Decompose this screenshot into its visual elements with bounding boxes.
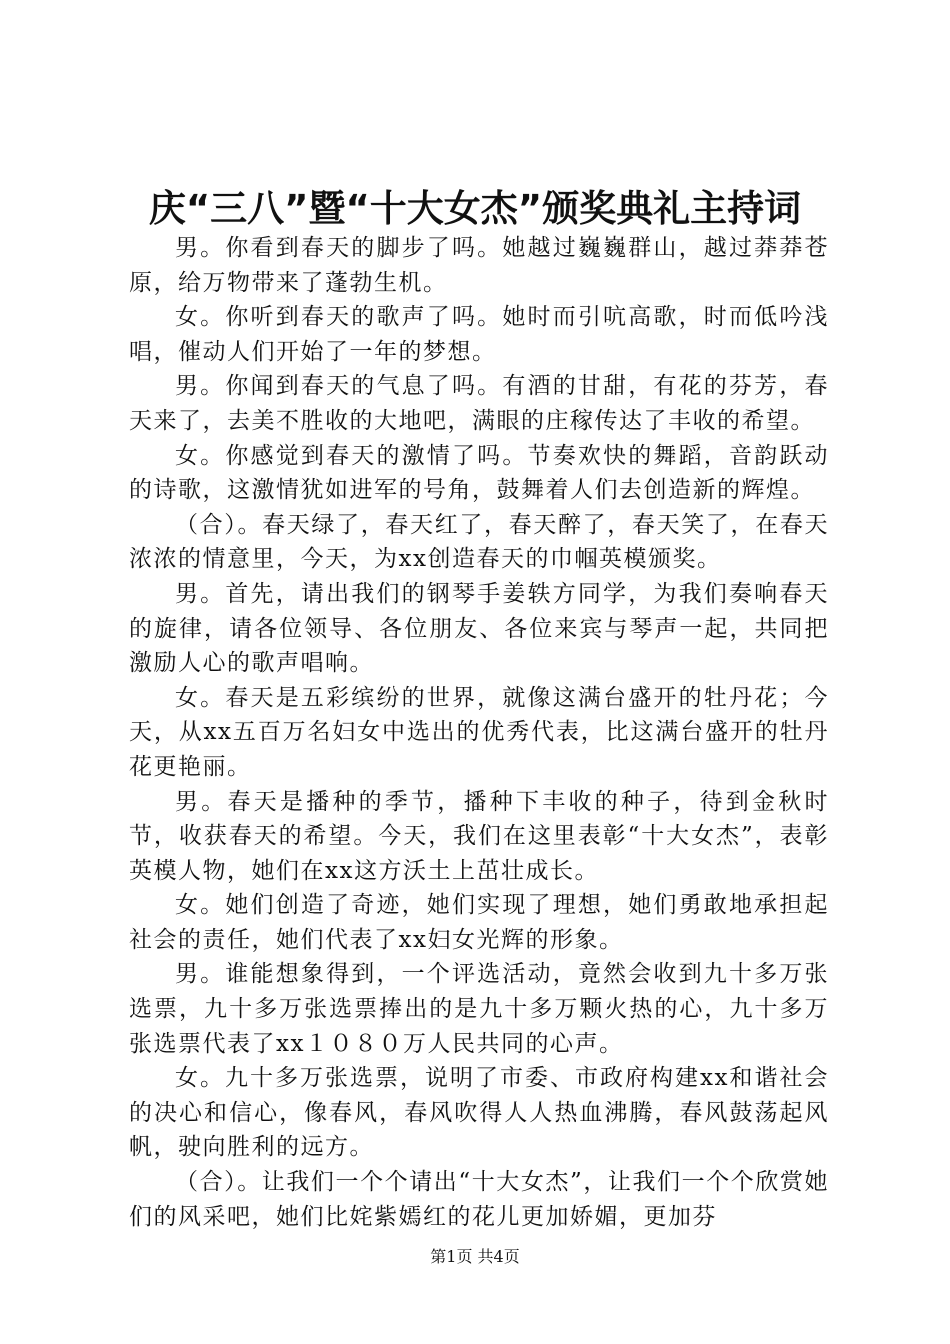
- paragraph: 女。你感觉到春天的激情了吗。节奏欢快的舞蹈，音韵跃动的诗歌，这激情犹如进军的号角，鼓舞着人们去创造新的辉煌。: [129, 442, 829, 504]
- paragraph: 女。九十多万张选票，说明了市委、市政府构建xx和谐社会的决心和信心，像春风，春风吹得人人热血沸腾，春风鼓荡起风帆，驶向胜利的远方。: [129, 1065, 829, 1161]
- paragraph: （合）。春天绿了，春天红了，春天醉了，春天笑了，在春天浓浓的情意里，今天，为xx创造春天的巾帼英模颁奖。: [129, 511, 829, 573]
- paragraph: 女。你听到春天的歌声了吗。她时而引吭高歌，时而低吟浅唱，催动人们开始了一年的梦想。: [129, 304, 829, 365]
- paragraph: 男。春天是播种的季节，播种下丰收的种子，待到金秋时节，收获春天的希望。今天，我们在这里表彰“十大女杰”，表彰英模人物，她们在xx这方沃土上茁壮成长。: [129, 788, 829, 884]
- paragraph: 男。你看到春天的脚步了吗。她越过巍巍群山，越过莽莽苍原，给万物带来了蓬勃生机。: [129, 235, 829, 296]
- paragraph: 男。首先，请出我们的钢琴手姜轶方同学，为我们奏响春天的旋律，请各位领导、各位朋友、各位来宾与琴声一起，共同把激励人心的歌声唱响。: [129, 580, 829, 677]
- paragraph: 男。谁能想象得到，一个评选活动，竟然会收到九十多万张选票，九十多万张选票捧出的是九十多万颗火热的心，九十多万张选票代表了xx１０８０万人民共同的心声。: [129, 961, 829, 1057]
- paragraph: （合）。让我们一个个请出“十大女杰”，让我们一个个欣赏她们的风采吧，她们比姹紫嫣红的花儿更加娇媚，更加芬: [129, 1169, 829, 1230]
- document-body: [129, 231, 829, 1234]
- paragraph: 男。你闻到春天的气息了吗。有酒的甘甜，有花的芬芳，春天来了，去美不胜收的大地吧，满眼的庄稼传达了丰收的希望。: [129, 373, 829, 434]
- document-title: 庆“三八”暨“十大女杰”颁奖典礼主持词: [148, 187, 802, 230]
- paragraph: 女。春天是五彩缤纷的世界，就像这满台盛开的牡丹花；今天，从xx五百万名妇女中选出的优秀代表，比这满台盛开的牡丹花更艳丽。: [129, 684, 829, 780]
- page-number-footer: 第1页 共4页: [430, 1247, 520, 1266]
- paragraph: 女。她们创造了奇迹，她们实现了理想，她们勇敢地承担起社会的责任，她们代表了xx妇女光辉的形象。: [129, 892, 829, 953]
